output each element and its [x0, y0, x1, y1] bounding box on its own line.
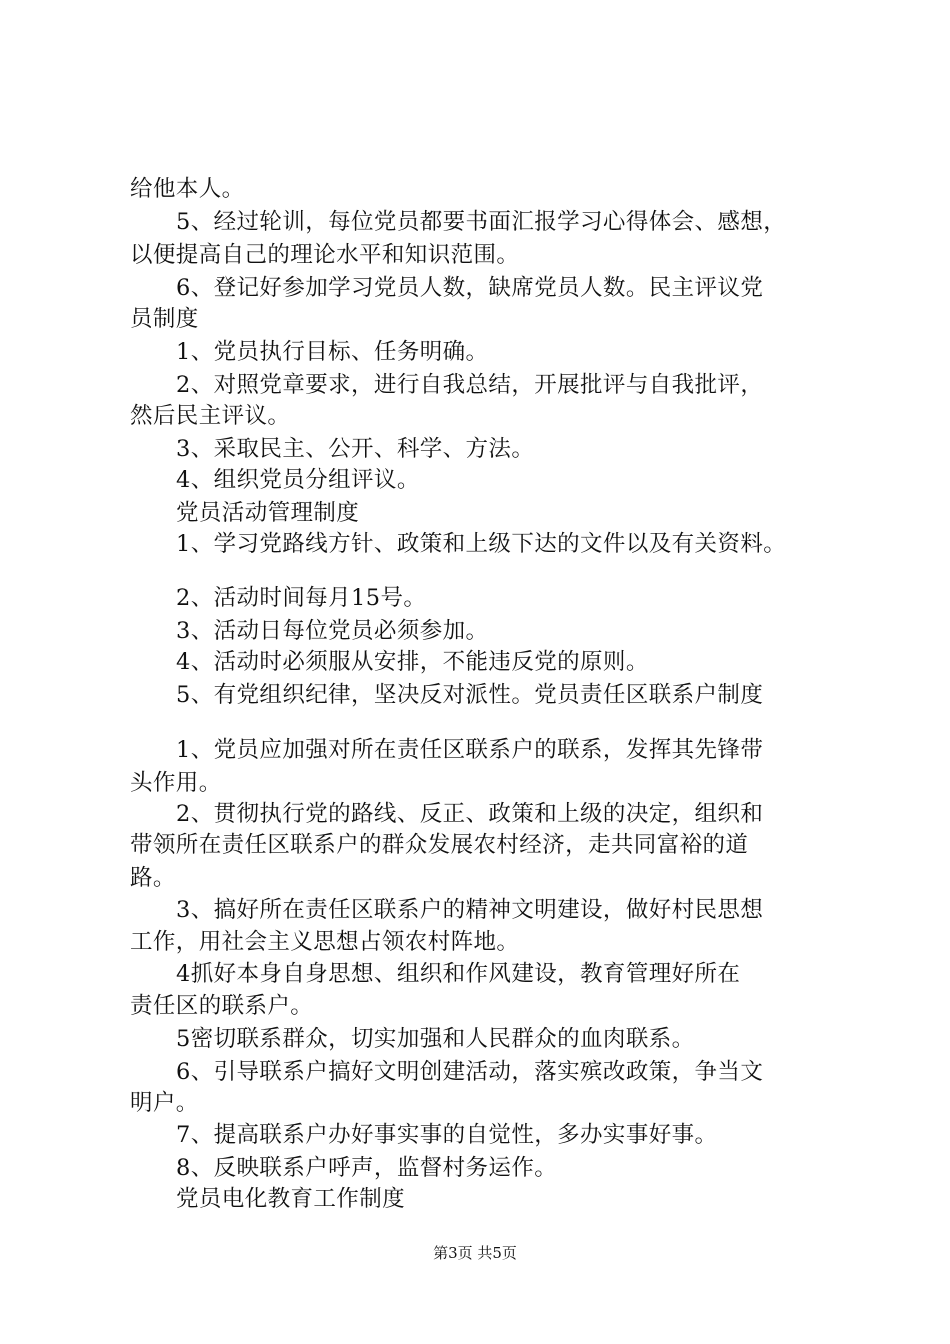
text-line: 给他本人。	[130, 176, 245, 202]
text-line: 7、提高联系户办好事实事的自觉性，多办实事好事。	[176, 1122, 718, 1148]
text-line: 1、党员执行目标、任务明确。	[176, 339, 489, 365]
text-line: 以便提高自己的理论水平和知识范围。	[130, 242, 520, 268]
section-heading: 党员活动管理制度	[176, 500, 360, 526]
text-line: 2、对照党章要求，进行自我总结，开展批评与自我批评，	[176, 372, 764, 398]
text-line: 6、登记好参加学习党员人数，缺席党员人数。民主评议党	[176, 275, 764, 301]
text-line: 带领所在责任区联系户的群众发展农村经济，走共同富裕的道	[130, 832, 749, 858]
text-line: 路。	[130, 865, 176, 891]
text-line: 3、活动日每位党员必须参加。	[176, 618, 489, 644]
text-line: 责任区的联系户。	[130, 993, 314, 1019]
text-line: 2、贯彻执行党的路线、反正、政策和上级的决定，组织和	[176, 801, 764, 827]
text-line: 3、采取民主、公开、科学、方法。	[176, 436, 535, 462]
text-line: 8、反映联系户呼声，监督村务运作。	[176, 1155, 558, 1181]
text-line: 然后民主评议。	[130, 403, 291, 429]
text-line: 工作，用社会主义思想占领农村阵地。	[130, 929, 520, 955]
text-line: 2、活动时间每月15号。	[176, 585, 427, 611]
text-line: 3、搞好所在责任区联系户的精神文明建设，做好村民思想	[176, 897, 764, 923]
text-line: 1、学习党路线方针、政策和上级下达的文件以及有关资料。	[176, 531, 787, 557]
text-line: 4、活动时必须服从安排，不能违反党的原则。	[176, 649, 649, 675]
text-line: 明户。	[130, 1090, 199, 1116]
section-heading: 党员电化教育工作制度	[176, 1186, 406, 1212]
text-line: 5密切联系群众，切实加强和人民群众的血肉联系。	[176, 1026, 695, 1052]
text-line: 5、经过轮训，每位党员都要书面汇报学习心得体会、感想，	[176, 209, 787, 235]
text-line: 头作用。	[130, 770, 222, 796]
text-line: 员制度	[130, 306, 199, 332]
text-line: 4、组织党员分组评议。	[176, 467, 420, 493]
text-line: 5、有党组织纪律，坚决反对派性。党员责任区联系户制度	[176, 682, 764, 708]
text-line: 4抓好本身自身思想、组织和作风建设，教育管理好所在	[176, 961, 741, 987]
page-number-footer: 第3页 共5页	[433, 1244, 517, 1262]
text-line: 6、引导联系户搞好文明创建活动，落实殡改政策，争当文	[176, 1059, 764, 1085]
text-line: 1、党员应加强对所在责任区联系户的联系，发挥其先锋带	[176, 737, 764, 763]
